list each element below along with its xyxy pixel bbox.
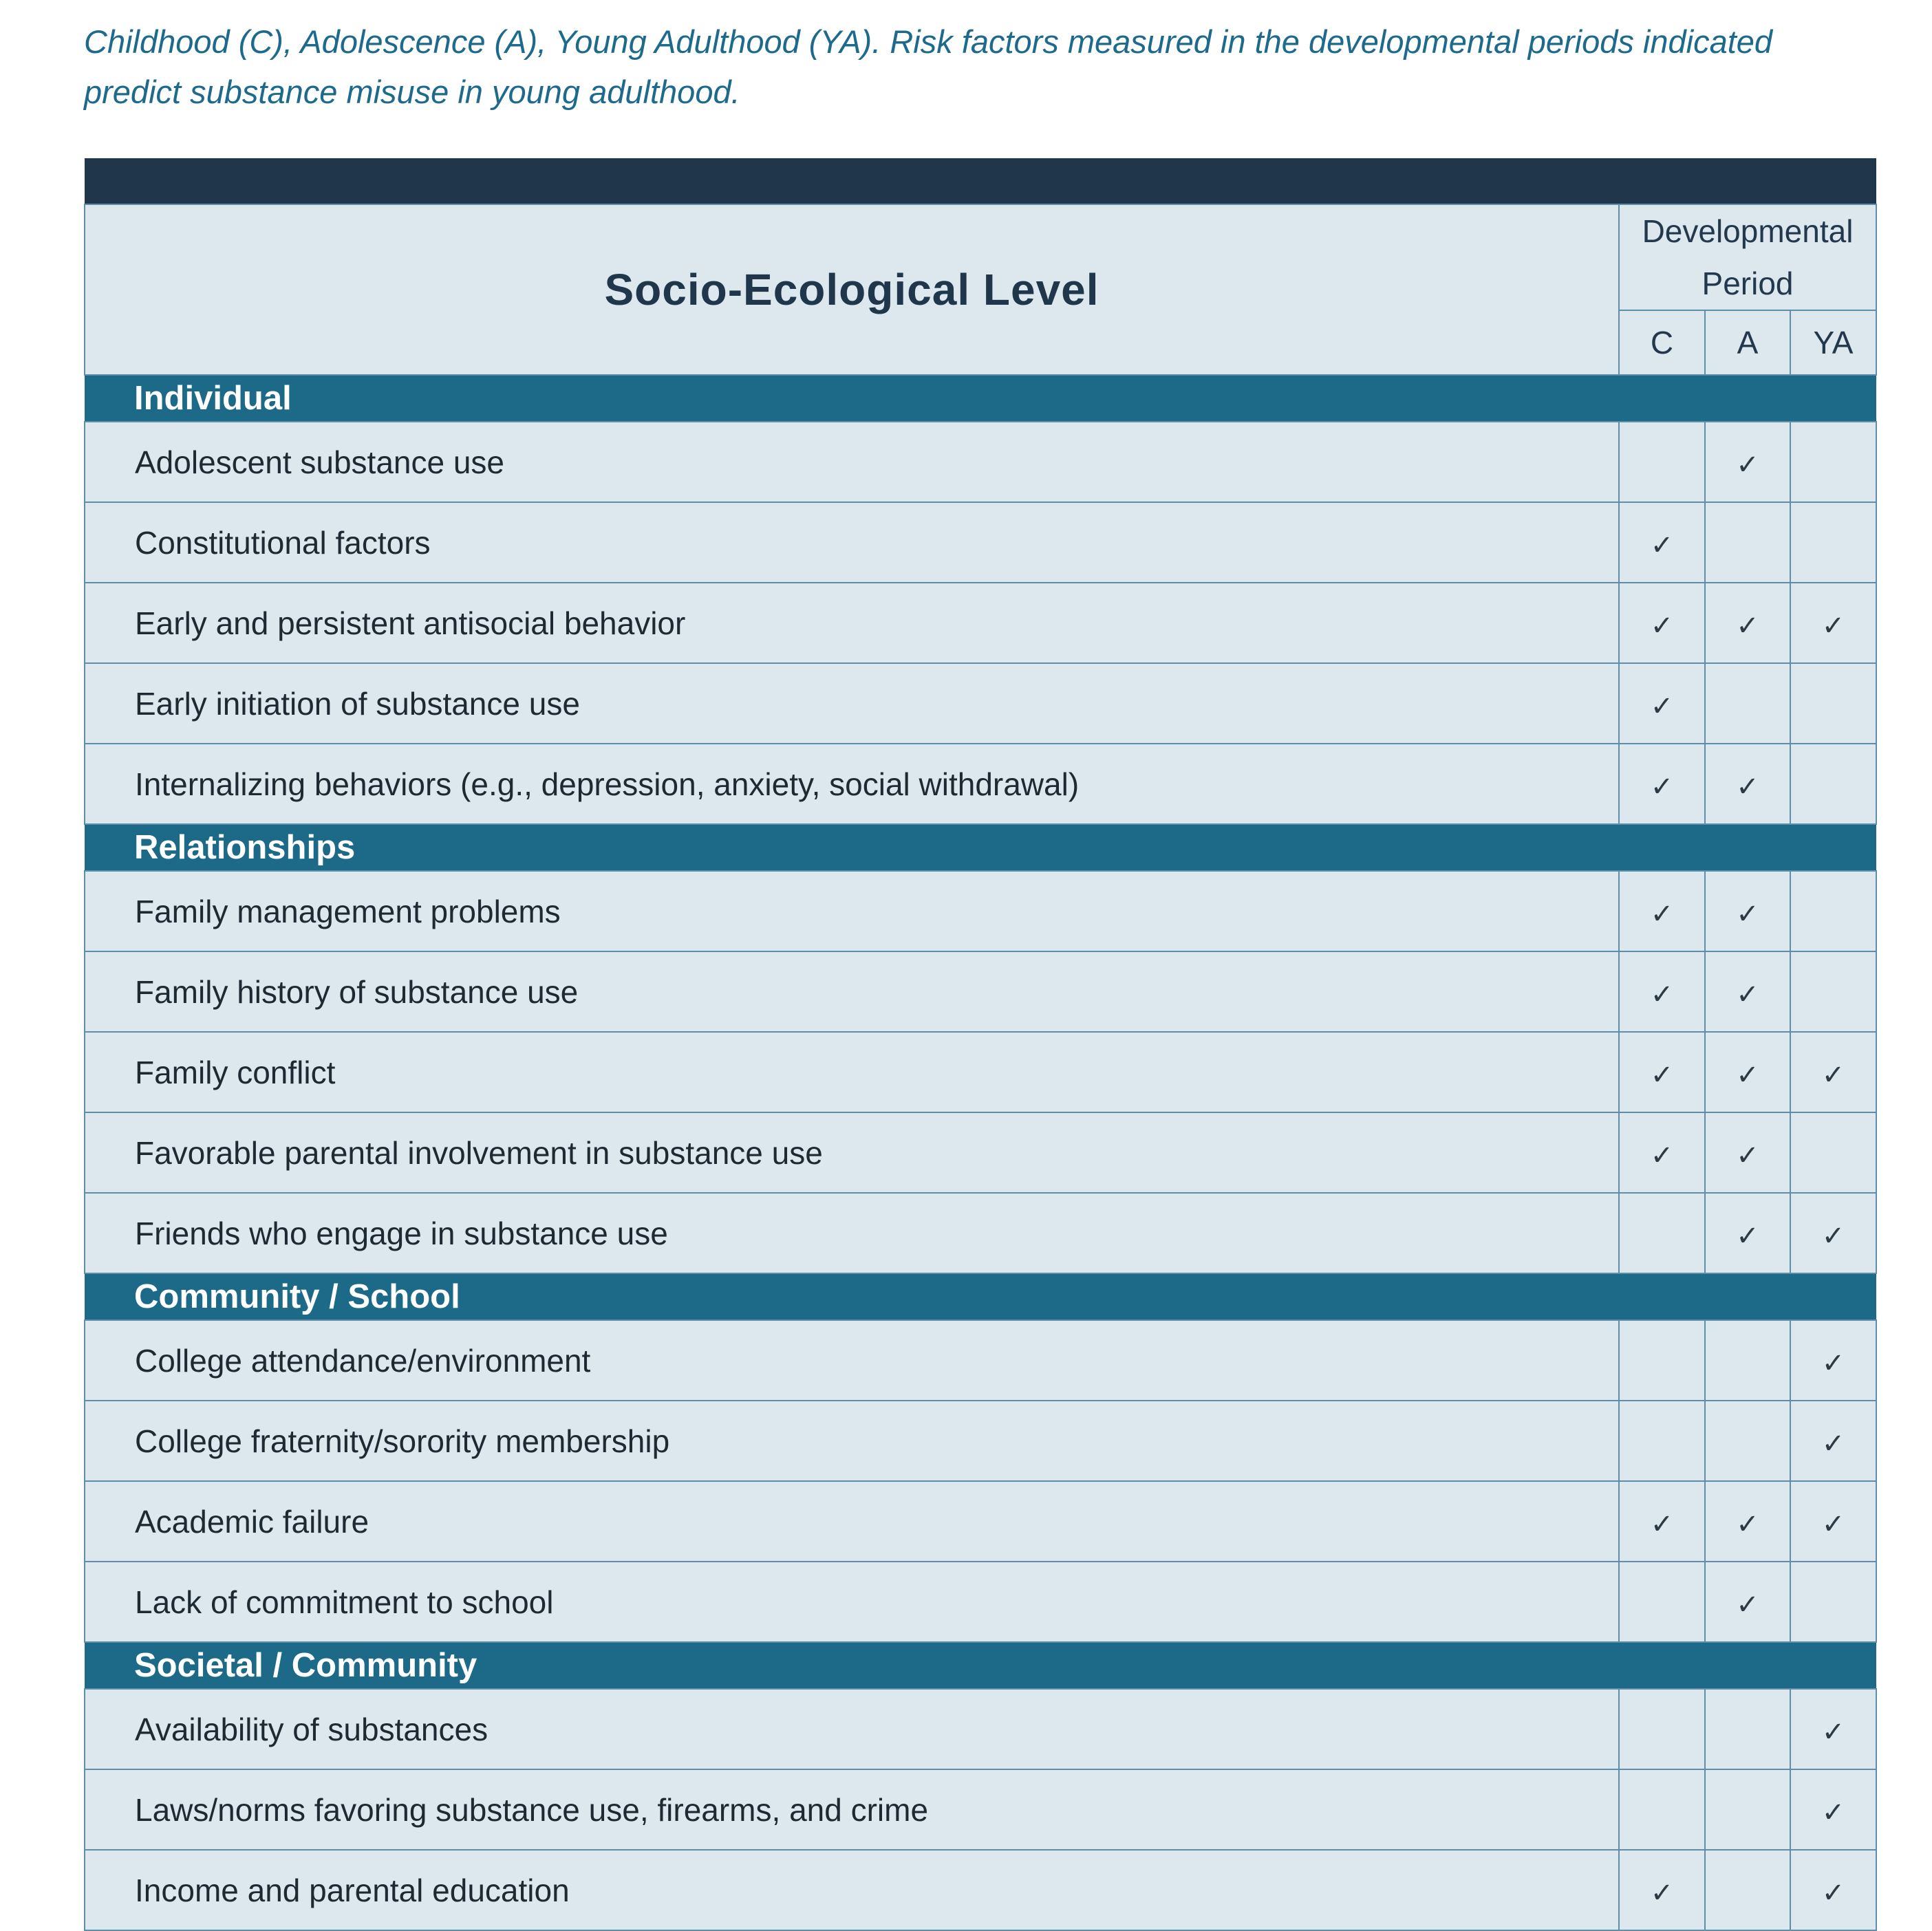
period-cell-ya — [1790, 871, 1876, 951]
checkmark-icon: ✓ — [1650, 1139, 1674, 1172]
period-cell-a — [1705, 1481, 1790, 1562]
table-row — [85, 1689, 1876, 1769]
period-cell-ya — [1790, 1320, 1876, 1401]
period-cell-a — [1705, 422, 1790, 502]
period-header-ya: YA — [1790, 310, 1876, 375]
table-row — [85, 1769, 1876, 1850]
period-cell-c — [1619, 1769, 1705, 1850]
risk-factor-label: Adolescent substance use — [85, 422, 1619, 502]
risk-factor-label: Constitutional factors — [85, 502, 1619, 583]
period-cell-c — [1619, 1032, 1705, 1112]
period-cell-ya — [1790, 1850, 1876, 1930]
risk-factor-label: Family management problems — [85, 871, 1619, 951]
period-cell-ya — [1790, 1401, 1876, 1481]
section-row — [85, 824, 1876, 871]
checkmark-icon: ✓ — [1650, 1059, 1674, 1091]
table-row — [85, 871, 1876, 951]
risk-factor-label: Family conflict — [85, 1032, 1619, 1112]
checkmark-icon: ✓ — [1821, 1877, 1845, 1909]
risk-factor-label: College attendance/environment — [85, 1320, 1619, 1401]
checkmark-icon: ✓ — [1736, 1508, 1759, 1540]
risk-factor-label: Income and parental education — [85, 1850, 1619, 1930]
period-cell-a — [1705, 744, 1790, 824]
period-cell-ya — [1790, 663, 1876, 744]
checkmark-icon: ✓ — [1650, 898, 1674, 930]
checkmark-icon: ✓ — [1650, 609, 1674, 642]
table-row — [85, 1401, 1876, 1481]
period-cell-c — [1619, 1850, 1705, 1930]
table-row — [85, 1032, 1876, 1112]
table-row — [85, 1562, 1876, 1642]
period-cell-ya — [1790, 1481, 1876, 1562]
period-cell-ya — [1790, 1689, 1876, 1769]
checkmark-icon: ✓ — [1736, 1220, 1759, 1252]
period-cell-c — [1619, 422, 1705, 502]
section-row — [85, 375, 1876, 422]
risk-factor-label: Family history of substance use — [85, 951, 1619, 1032]
section-row — [85, 1273, 1876, 1320]
period-cell-a — [1705, 1401, 1790, 1481]
checkmark-icon: ✓ — [1650, 770, 1674, 803]
risk-factor-label: Early and persistent antisocial behavior — [85, 583, 1619, 663]
socio-ecological-level-header — [85, 204, 1619, 375]
risk-factor-label: Laws/norms favoring substance use, firearms, and crime — [85, 1769, 1619, 1850]
period-cell-c — [1619, 663, 1705, 744]
checkmark-icon: ✓ — [1650, 1877, 1674, 1909]
risk-factor-label: Availability of substances — [85, 1689, 1619, 1769]
period-cell-c — [1619, 583, 1705, 663]
table-caption: Childhood (C), Adolescence (A), Young Adulthood (YA). Risk factors measured in the developmental periods indicated predict substance misuse in young adulthood. — [84, 23, 1773, 110]
period-cell-a — [1705, 1112, 1790, 1193]
table-row — [85, 951, 1876, 1032]
period-cell-a — [1705, 583, 1790, 663]
period-cell-ya — [1790, 1769, 1876, 1850]
period-cell-ya — [1790, 1032, 1876, 1112]
checkmark-icon: ✓ — [1821, 1347, 1845, 1379]
period-cell-a — [1705, 1032, 1790, 1112]
checkmark-icon: ✓ — [1821, 1508, 1845, 1540]
table-row — [85, 502, 1876, 583]
risk-factor-label: College fraternity/sorority membership — [85, 1401, 1619, 1481]
section-title: Societal / Community — [85, 1642, 1876, 1689]
table-row — [85, 422, 1876, 502]
period-cell-a — [1705, 951, 1790, 1032]
checkmark-icon: ✓ — [1736, 449, 1759, 481]
period-cell-a — [1705, 1689, 1790, 1769]
checkmark-icon: ✓ — [1821, 1427, 1845, 1460]
risk-factor-label: Lack of commitment to school — [85, 1562, 1619, 1642]
checkmark-icon: ✓ — [1821, 1796, 1845, 1828]
section-title: Individual — [85, 375, 1876, 422]
table-row — [85, 1193, 1876, 1273]
checkmark-icon: ✓ — [1821, 1059, 1845, 1091]
period-cell-a — [1705, 1562, 1790, 1642]
checkmark-icon: ✓ — [1736, 1059, 1759, 1091]
period-cell-ya — [1790, 583, 1876, 663]
checkmark-icon: ✓ — [1821, 609, 1845, 642]
period-cell-c — [1619, 1112, 1705, 1193]
period-cell-c — [1619, 871, 1705, 951]
socio-ecological-level-title: Socio-Ecological Level — [604, 265, 1099, 314]
risk-factor-label: Academic failure — [85, 1481, 1619, 1562]
risk-factor-table — [84, 158, 1877, 1931]
period-cell-c — [1619, 1320, 1705, 1401]
period-cell-c — [1619, 1689, 1705, 1769]
checkmark-icon: ✓ — [1736, 978, 1759, 1011]
period-header-c: C — [1619, 310, 1705, 375]
period-cell-c — [1619, 951, 1705, 1032]
period-cell-a — [1705, 1320, 1790, 1401]
checkmark-icon: ✓ — [1736, 609, 1759, 642]
period-cell-a — [1705, 663, 1790, 744]
checkmark-icon: ✓ — [1736, 770, 1759, 803]
risk-factor-label: Internalizing behaviors (e.g., depression, anxiety, social withdrawal) — [85, 744, 1619, 824]
period-cell-c — [1619, 1481, 1705, 1562]
table-row — [85, 663, 1876, 744]
section-title: Relationships — [85, 824, 1876, 871]
period-cell-c — [1619, 1401, 1705, 1481]
period-cell-ya — [1790, 502, 1876, 583]
checkmark-icon: ✓ — [1736, 1588, 1759, 1621]
checkmark-icon: ✓ — [1650, 1508, 1674, 1540]
checkmark-icon: ✓ — [1650, 978, 1674, 1011]
period-header-a: A — [1705, 310, 1790, 375]
period-cell-c — [1619, 502, 1705, 583]
period-cell-a — [1705, 871, 1790, 951]
checkmark-icon: ✓ — [1736, 1139, 1759, 1172]
table-row — [85, 583, 1876, 663]
checkmark-icon: ✓ — [1650, 690, 1674, 722]
table-top-bar — [85, 158, 1876, 204]
table-row — [85, 744, 1876, 824]
period-cell-ya — [1790, 1562, 1876, 1642]
table-row — [85, 1320, 1876, 1401]
period-cell-ya — [1790, 1112, 1876, 1193]
period-cell-c — [1619, 1562, 1705, 1642]
checkmark-icon: ✓ — [1821, 1716, 1845, 1748]
table-row — [85, 1850, 1876, 1930]
risk-factor-label: Friends who engage in substance use — [85, 1193, 1619, 1273]
checkmark-icon: ✓ — [1736, 898, 1759, 930]
period-cell-a — [1705, 1769, 1790, 1850]
section-title: Community / School — [85, 1273, 1876, 1320]
risk-factor-label: Favorable parental involvement in substance use — [85, 1112, 1619, 1193]
section-row — [85, 1642, 1876, 1689]
period-cell-c — [1619, 1193, 1705, 1273]
period-cell-a — [1705, 502, 1790, 583]
period-cell-c — [1619, 744, 1705, 824]
period-cell-a — [1705, 1193, 1790, 1273]
developmental-period-header: Developmental Period — [1619, 204, 1876, 310]
checkmark-icon: ✓ — [1650, 529, 1674, 561]
table-row — [85, 1112, 1876, 1193]
period-cell-ya — [1790, 1193, 1876, 1273]
period-cell-ya — [1790, 422, 1876, 502]
period-cell-a — [1705, 1850, 1790, 1930]
risk-factor-label: Early initiation of substance use — [85, 663, 1619, 744]
table-row — [85, 1481, 1876, 1562]
checkmark-icon: ✓ — [1821, 1220, 1845, 1252]
period-cell-ya — [1790, 744, 1876, 824]
period-cell-ya — [1790, 951, 1876, 1032]
